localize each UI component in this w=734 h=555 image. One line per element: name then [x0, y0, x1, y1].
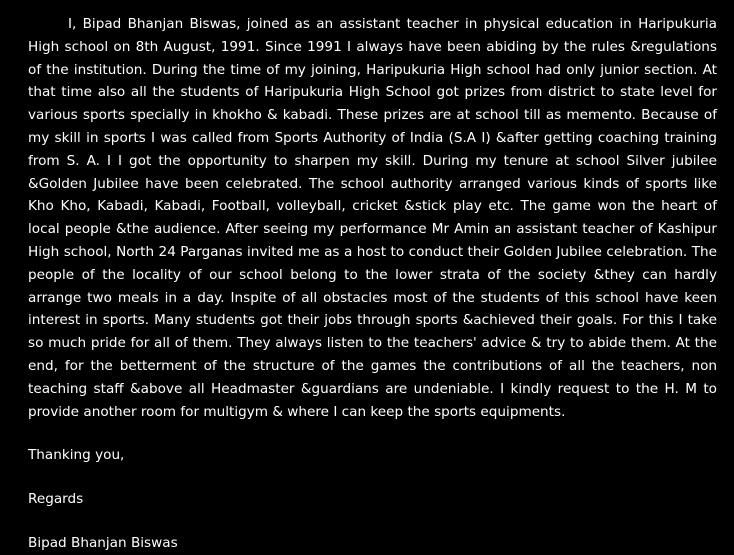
letter-body-paragraph: I, Bipad Bhanjan Biswas, joined as an assistant teacher in physical education in Haripukuria High school on 8th August, 1991. Since 1991 I always have been abiding by the rules &regulations of the institution. During the time of my joining, Haripukuria High school had only junior section. At that time also all the students of Haripukuria High School got prizes from district to state level for various sports specially in khokho & kabadi. These prizes are at school till as memento. Because of my skill in sports I was called from Sports Authority of India (S.A I) &after getting coaching training from S. A. I I got the opportunity to sharpen my skill. During my tenure at school Silver jubilee &Golden Jubilee have been celebrated. The school authority arranged various kinds of sports like Kho Kho, Kabadi, Kabadi, Football, volleyball, cricket &stick play etc. The game won the heart of local people &the audience. After seeing my performance Mr Amin an assistant teacher of Kashipur High school, North 24 Parganas invited me as a host to conduct their Golden Jubilee celebration. The people of the locality of our school belong to the lower strata of the society &they can hardly arrange two meals in a day. Inspite of all obstacles most of the students of this school have keen interest in sports. Many students got their jobs through sports &achieved their goals. For this I take so much pride for all of them. They always listen to the teachers' advice & try to abide them. At the end, for the betterment of the structure of the games the contributions of all the teachers, non teaching staff &above all Headmaster &guardians are undeniable. I kindly request to the H. M to provide another room for multigym & where I can keep the sports equipments. [28, 16, 717, 420]
letter-document [28, 13, 717, 555]
closing-thanks: Thanking you, [28, 447, 125, 464]
signature-name: Bipad Bhanjan Biswas [28, 534, 178, 551]
closing-regards: Regards [28, 491, 84, 508]
